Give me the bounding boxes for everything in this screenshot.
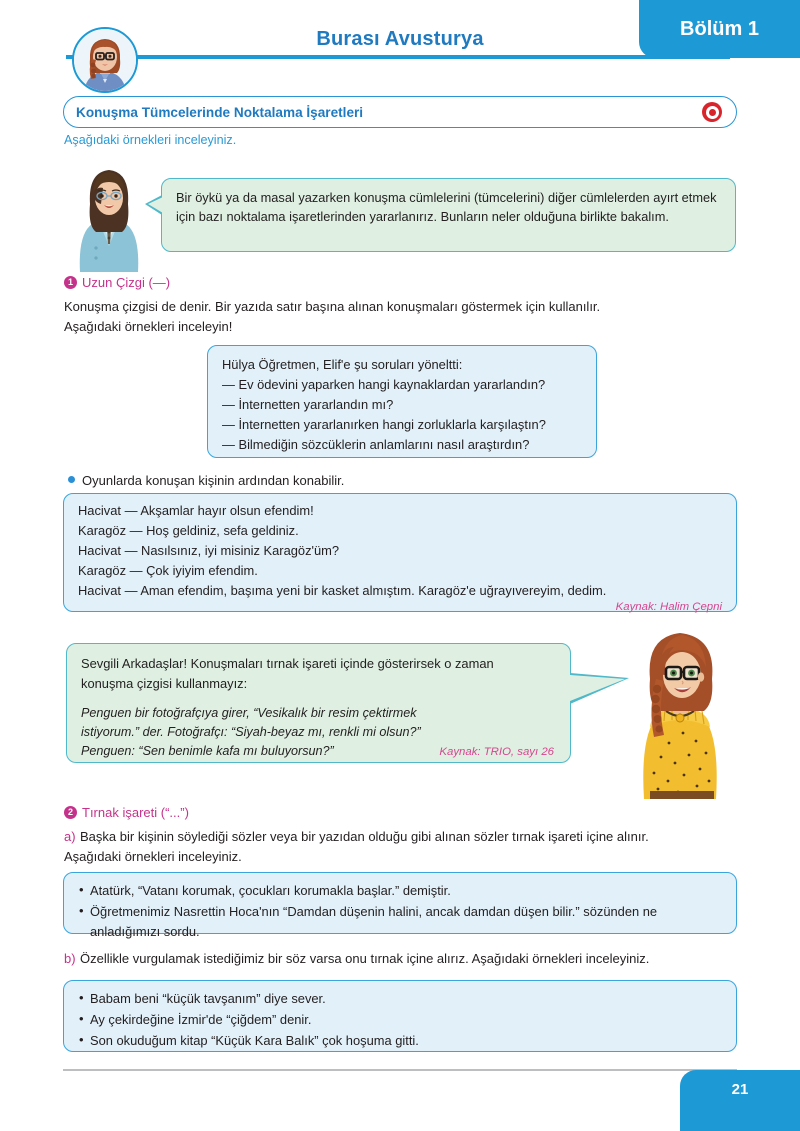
girl-bubble-intro-line-2: konuşma çizgisi kullanmayız: (81, 675, 248, 691)
dialogue-line: Karagöz — Hoş geldiniz, sefa geldiniz. (78, 523, 299, 538)
header-divider-line (66, 55, 730, 59)
page-number-badge (680, 1070, 800, 1131)
girl-speech-bubble (66, 643, 571, 763)
girl-bubble-quote-line-3: Penguen: “Sen benimle kafa mı buluyorsun?” (81, 744, 334, 758)
dialogue-source-attribution: Kaynak: Halim Çepni (615, 601, 722, 613)
intro-lead-text: Aşağıdaki örnekleri inceleyiniz. (64, 133, 237, 147)
section-2a-line-2: Aşağıdaki örnekleri inceleyiniz. (64, 849, 242, 864)
footer-divider-line (63, 1069, 737, 1071)
teacher-speech-bubble (161, 178, 736, 252)
page-title: Burası Avusturya (316, 28, 484, 50)
dialogue-line: Karagöz — Çok iyiyim efendim. (78, 563, 258, 578)
section-2a-line-1: Başka bir kişinin söylediği sözler veya bir yazıdan olduğu gibi alınan sözler tırnak işareti içine alınır. (80, 829, 649, 844)
bullseye-target-icon (702, 102, 722, 122)
section-2a-marker: a) (64, 829, 76, 844)
section-2b-examples-box (63, 980, 737, 1052)
section-2b-line-1-row (64, 949, 764, 969)
girl-bubble-intro-line-1: Sevgili Arkadaşlar! Konuşmaları tırnak işareti içinde gösterirsek o zaman (81, 656, 494, 671)
dash-example-box (207, 345, 597, 458)
chapter-tab (639, 0, 800, 58)
blue-bullet-icon (68, 476, 75, 483)
section-1-paragraph-line-2: Aşağıdaki örnekleri inceleyin! (64, 319, 233, 334)
section-1-paragraph-line-1: Konuşma çizgisi de denir. Bir yazıda satır başına alınan konuşmaları göstermek için kullanılır. (64, 299, 601, 314)
section-2a-examples-box (63, 872, 737, 939)
section-1-heading (64, 275, 170, 290)
student-avatar-icon (74, 29, 136, 91)
girl-figure-icon (628, 623, 732, 799)
avatar (72, 27, 138, 93)
girl-character-illustration (628, 623, 732, 799)
teacher-bubble-text: Bir öykü ya da masal yazarken konuşma cümlelerini (tümcelerini) diğer cümlelerden ayırt etmek için bazı noktalama işaretlerinden yararlanırız. Bunların neler olduğuna birlikte bakalım. (176, 190, 717, 225)
list-item: • Atatürk, “Vatanı korumak, çocukları korumakla başlar.” demiştir. (90, 881, 724, 901)
dash-example-line: — İnternetten yararlandın mı? (222, 397, 394, 412)
girl-bubble-quote-row-3 (81, 742, 556, 761)
section-2b-example-list (74, 989, 724, 1051)
dialogue-line: Hacivat — Nasılsınız, iyi misiniz Karagöz'üm? (78, 543, 340, 558)
section-title-bar (63, 96, 737, 128)
list-item: • Ay çekirdeğine İzmir'de “çiğdem” denir. (90, 1010, 724, 1030)
dash-example-intro: Hülya Öğretmen, Elif'e şu soruları yöneltti: (222, 357, 463, 372)
dash-example-line: — İnternetten yararlanırken hangi zorluklarla karşılaştın? (222, 417, 546, 432)
dash-example-line: — Bilmediğin sözcüklerin anlamlarını nasıl araştırdın? (222, 437, 530, 452)
games-note-text: Oyunlarda konuşan kişinin ardından konabilir. (82, 473, 345, 488)
list-item: • Son okuduğum kitap “Küçük Kara Balık” çok hoşuma gitti. (90, 1031, 724, 1051)
section-2a-line-1-row (64, 827, 764, 847)
teacher-character-illustration (72, 160, 146, 272)
section-2b-line-1: Özellikle vurgulamak istediğimiz bir söz varsa onu tırnak içine alırız. Aşağıdaki örnekleri inceleyiniz. (80, 951, 650, 966)
teacher-figure-icon (72, 160, 146, 272)
section-2-heading-label: Tırnak işareti (“...”) (82, 805, 189, 820)
dialogue-line: Hacivat — Akşamlar hayır olsun efendim! (78, 503, 314, 518)
girl-bubble-source-attribution: Kaynak: TRIO, sayı 26 (439, 746, 554, 758)
section-1-heading-label: Uzun Çizgi (—) (82, 275, 171, 290)
bubble-tail-inner (570, 675, 625, 701)
section-2-heading (64, 805, 189, 820)
list-item: • Öğretmenimiz Nasrettin Hoca'nın “Damdan düşenin halini, ancak damdan düşen bilir.” sözünden ne anladığımızı sordu. (90, 902, 724, 942)
section-2b-marker: b) (64, 951, 76, 966)
chapter-tab-label: Bölüm 1 (680, 17, 759, 40)
section-2-number-badge: 2 (64, 806, 77, 819)
dash-example-line: — Ev ödevini yaparken hangi kaynaklardan yararlandın? (222, 377, 546, 392)
list-item: • Babam beni “küçük tavşanım” diye sever. (90, 989, 724, 1009)
girl-bubble-quote-line-1: Penguen bir fotoğrafçıya girer, “Vesikalık bir resim çektirmek (81, 706, 417, 720)
section-title-text: Konuşma Tümcelerinde Noktalama İşaretleri (76, 104, 364, 120)
girl-bubble-quote-line-2: istiyorum.” der. Fotoğrafçı: “Siyah-beyaz mı, renkli mi olsun?” (81, 725, 421, 739)
dialogue-line: Hacivat — Aman efendim, başıma yeni bir kasket almıştım. Karagöz'e uğrayıvereyim, dedim. (78, 583, 607, 598)
section-1-number-badge: 1 (64, 276, 77, 289)
games-note-line (68, 471, 668, 491)
page-number-text: 21 (731, 1081, 749, 1098)
bubble-tail-inner (148, 197, 163, 213)
section-2a-example-list (74, 881, 724, 942)
bubble-spacer (81, 693, 556, 704)
karagoz-dialogue-box (63, 493, 737, 612)
